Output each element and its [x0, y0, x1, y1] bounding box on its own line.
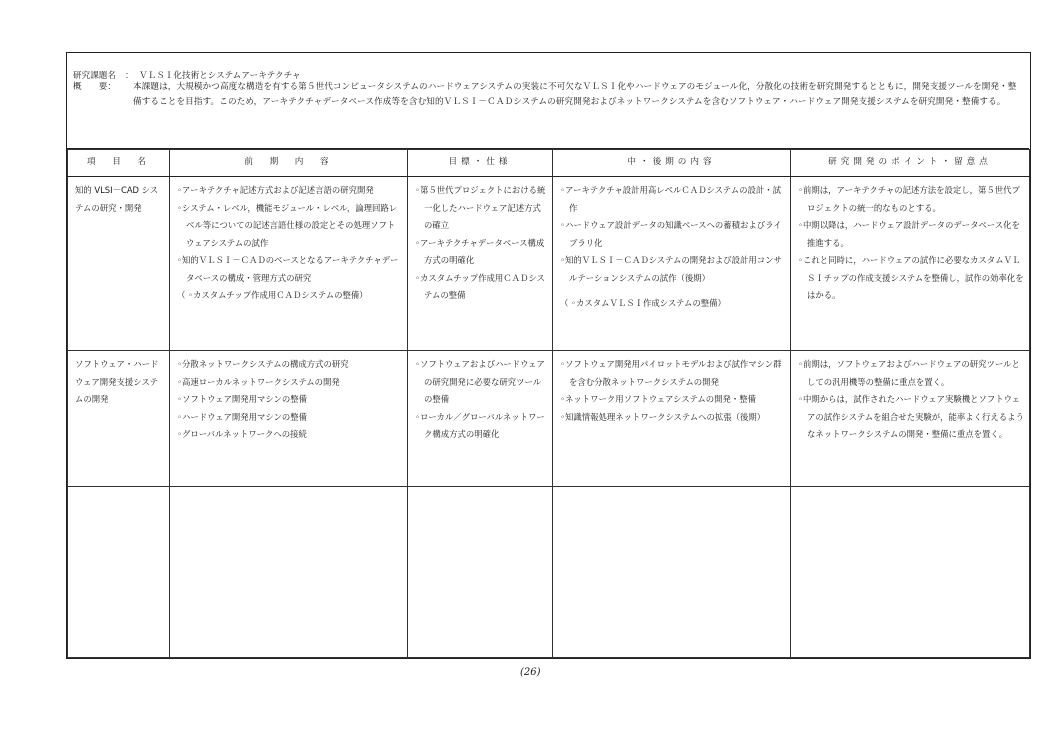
table-row — [68, 351, 1030, 487]
table-header-row — [68, 150, 1030, 177]
header-goals: 目標・仕様 — [408, 150, 553, 177]
points-cell — [791, 351, 1029, 448]
list-item: ◦ソフトウェア開発用マシンの整備 — [177, 394, 308, 404]
points-cell — [791, 177, 1029, 309]
header-item-name: 項 目 名 — [68, 150, 170, 177]
list-item: （ ◦カスタムチップ作成用ＣＡＤシステムの整備） — [177, 290, 368, 300]
list-item: ◦カスタムチップ作成用ＣＡＤシステムの整備 — [415, 272, 545, 300]
list-item: ◦中期からは，試作されたハードウェア実験機とソフトウェアの試作システムを組合せた実験が，能率よく行えるようなネットワークシステムの開発・整備に重点を置く。 — [798, 394, 1024, 439]
list-item: ◦前期は，ソフトウェアおよびハードウェアの研究ツールとしての汎用機等の整備に重点を置く。 — [798, 359, 1020, 387]
page-number: (26) — [520, 667, 541, 678]
table-row — [68, 177, 1030, 351]
list-item: ◦高速ローカルネットワークシステムの開発 — [177, 376, 340, 387]
table-row-empty — [68, 487, 1030, 658]
list-item: ◦アーキテクチャデータベース構成方式の明確化 — [415, 237, 545, 265]
list-item: ◦ハードウェア設計データの知識ベースへの蓄積およびライブラリ化 — [560, 220, 782, 248]
header-later-content: 中・後期の内容 — [553, 150, 791, 177]
header-box — [67, 53, 1029, 149]
later-cell — [553, 351, 790, 430]
list-item: ◦中期以降は，ハードウェア設計データのデータベース化を推進する。 — [798, 220, 1020, 248]
list-item: ◦第５世代プロジェクトにおける統一化したハードウェア記述方式の確立 — [415, 185, 546, 230]
list-item: ◦知識情報処理ネットワークシステムへの拡張（後期） — [560, 411, 766, 422]
goals-cell — [408, 177, 552, 309]
list-item: ◦システム・レベル，機能モジュール・レベル，論理回路レベル等についての記述言語仕様の設定とその処理ソフトウェアシステムの試作 — [177, 202, 398, 248]
early-cell — [170, 351, 407, 448]
later-cell — [553, 177, 790, 317]
list-item: （ ◦カスタムＶＬＳＩ作成システムの整備） — [560, 298, 726, 308]
plan-table — [67, 149, 1030, 658]
list-item: ◦グローバルネットワークへの接続 — [177, 429, 307, 439]
early-cell — [170, 177, 407, 309]
row-name: 知的 VLSI－CAD システムの研究・開発 — [75, 185, 159, 213]
theme-line: 研究課題名 ： ＶＬＳＩ化技術とシステムアーキテクチャ — [73, 69, 301, 84]
header-early-content: 前 期 内 容 — [170, 150, 408, 177]
document-sheet — [66, 52, 1031, 659]
list-item: ◦前期は，アーキテクチャの記述方法を設定し，第５世代プロジェクトの統一的なものとする。 — [798, 185, 1020, 213]
summary-text: 本課題は，大規模かつ高度な構造を有する第５世代コンピュータシステムのハードウェアシステムの実装に不可欠なＶＬＳＩ化やハードウェアのモジュール化，分散化の技術を研究開発するとともに，開発支援ツールを開発・整備することを目指す。このため，アーキテクチャデータベース作成等を含む知的ＶＬＳＩ－ＣＡＤシステムの研究開発およびネットワークシステムを含むソフトウェア・ハードウェア開発支援システムを研究開発・整備する。 — [133, 82, 1017, 107]
goals-cell — [408, 351, 552, 448]
list-item: ◦アーキテクチャ設計用高レベルＣＡＤシステムの設計・試作 — [560, 185, 782, 213]
summary-label: 概 要 — [73, 82, 108, 92]
row-name: ソフトウェア・ハードウェア開発支援システムの開発 — [75, 359, 159, 404]
header-points: 研究開発のポイント・留意点 — [791, 150, 1030, 177]
list-item: ◦ローカル／グローバルネットワーク構成方式の明確化 — [415, 411, 545, 439]
list-item: ◦ネットワーク用ソフトウェアシステムの開発・整備 — [560, 394, 757, 404]
summary-label-row: 概 要： — [73, 82, 116, 92]
list-item: ◦アーキテクチャ記述方式および記述言語の研究開発 — [177, 185, 374, 195]
list-item: ◦分散ネットワークシステムの構成方式の研究 — [177, 359, 349, 369]
list-item: ◦知的ＶＬＳＩ－ＣＡＤシステムの開発および設計用コンサルテーションシステムの試作（後期） — [560, 255, 782, 283]
list-item: ◦これと同時に，ハードウェアの試作に必要なカスタムＶＬＳＩチップの作成支援システムを整備し，試作の効率化をはかる。 — [798, 255, 1024, 300]
list-item: ◦ソフトウェア開発用パイロットモデルおよび試作マシン群を含む分散ネットワークシステムの開発 — [560, 359, 782, 387]
list-item: ◦ハードウェア開発用マシンの整備 — [177, 411, 308, 422]
list-item: ◦知的ＶＬＳＩ－ＣＡＤのベースとなるアーキテクチャデータベースの構成・管理方式の研究 — [177, 255, 399, 283]
list-item: ◦ソフトウェアおよびハードウェアの研究開発に必要な研究ツールの整備 — [415, 359, 545, 404]
theme-label: 研究課題名 — [73, 71, 116, 81]
theme-value: ＶＬＳＩ化技術とシステムアーキテクチャ — [139, 71, 301, 81]
